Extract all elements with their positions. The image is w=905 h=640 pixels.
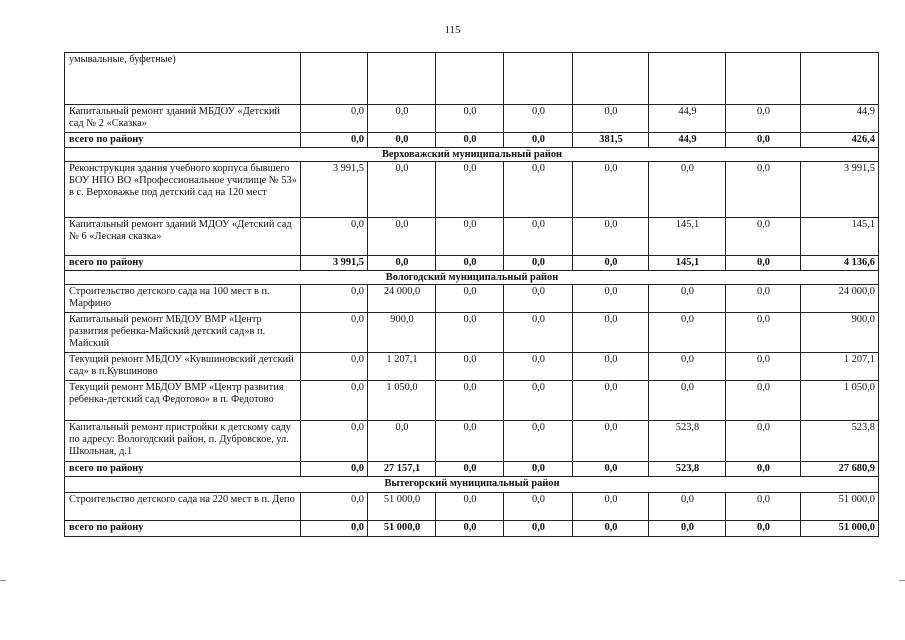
amount-cell: 0,0 xyxy=(726,381,801,421)
amount-cell: 381,5 xyxy=(573,133,649,148)
amount-cell: 1 050,0 xyxy=(368,381,436,421)
amount-cell: 0,0 xyxy=(726,218,801,256)
amount-cell: 0,0 xyxy=(301,133,368,148)
amount-cell: 3 991,5 xyxy=(301,256,368,271)
amount-cell: 0,0 xyxy=(726,313,801,353)
amount-cell: 0,0 xyxy=(301,381,368,421)
table-row xyxy=(65,353,879,381)
amount-cell: 0,0 xyxy=(436,218,504,256)
amount-cell: 0,0 xyxy=(573,218,649,256)
amount-cell xyxy=(301,53,368,105)
amount-cell: 0,0 xyxy=(301,493,368,521)
amount-cell: 0,0 xyxy=(436,256,504,271)
amount-cell: 0,0 xyxy=(301,521,368,537)
amount-cell: 44,9 xyxy=(801,105,879,133)
amount-cell: 0,0 xyxy=(573,521,649,537)
total-label: всего по району xyxy=(65,521,301,537)
amount-cell: 0,0 xyxy=(573,421,649,462)
amount-cell: 0,0 xyxy=(649,162,726,218)
amount-cell: 0,0 xyxy=(504,493,573,521)
amount-cell: 0,0 xyxy=(573,313,649,353)
amount-cell: 0,0 xyxy=(649,381,726,421)
amount-cell: 0,0 xyxy=(436,493,504,521)
amount-cell: 0,0 xyxy=(649,285,726,313)
amount-cell xyxy=(726,53,801,105)
amount-cell: 145,1 xyxy=(801,218,879,256)
amount-cell xyxy=(504,53,573,105)
project-name: Реконструкция здания учебного корпуса бывшего БОУ НПО ВО «Профессиональное училище № 53» в с. Верховажье под детский сад на 120 мест xyxy=(65,162,301,218)
district-total-row xyxy=(65,133,879,148)
amount-cell: 0,0 xyxy=(504,462,573,477)
amount-cell: 0,0 xyxy=(436,162,504,218)
amount-cell: 523,8 xyxy=(649,421,726,462)
project-name: Капитальный ремонт МБДОУ ВМР «Центр развития ребенка-Майский детский сад»в п. Майский xyxy=(65,313,301,353)
amount-cell: 24 000,0 xyxy=(368,285,436,313)
project-name: Капитальный ремонт зданий МБДОУ «Детский сад № 2 «Сказка» xyxy=(65,105,301,133)
amount-cell: 44,9 xyxy=(649,133,726,148)
left-edge-mark xyxy=(0,580,6,581)
amount-cell: 0,0 xyxy=(504,133,573,148)
table-row xyxy=(65,285,879,313)
table-body xyxy=(65,53,879,537)
amount-cell: 900,0 xyxy=(368,313,436,353)
amount-cell: 0,0 xyxy=(573,493,649,521)
amount-cell: 0,0 xyxy=(301,105,368,133)
amount-cell: 0,0 xyxy=(436,421,504,462)
amount-cell: 0,0 xyxy=(573,353,649,381)
amount-cell: 3 991,5 xyxy=(301,162,368,218)
amount-cell: 900,0 xyxy=(801,313,879,353)
amount-cell: 51 000,0 xyxy=(801,493,879,521)
amount-cell: 426,4 xyxy=(801,133,879,148)
amount-cell: 0,0 xyxy=(301,462,368,477)
district-name: Вологодский муниципальный район xyxy=(65,271,879,285)
amount-cell: 0,0 xyxy=(726,133,801,148)
amount-cell: 51 000,0 xyxy=(368,493,436,521)
page-number: 115 xyxy=(444,24,461,36)
amount-cell: 523,8 xyxy=(649,462,726,477)
amount-cell: 1 207,1 xyxy=(801,353,879,381)
amount-cell: 0,0 xyxy=(504,381,573,421)
amount-cell: 1 207,1 xyxy=(368,353,436,381)
district-header-row xyxy=(65,271,879,285)
amount-cell xyxy=(436,53,504,105)
amount-cell: 0,0 xyxy=(726,493,801,521)
amount-cell: 0,0 xyxy=(368,421,436,462)
amount-cell: 3 991,5 xyxy=(801,162,879,218)
district-name: Верховажский муниципальный район xyxy=(65,148,879,162)
amount-cell: 0,0 xyxy=(726,162,801,218)
total-label: всего по району xyxy=(65,462,301,477)
amount-cell: 51 000,0 xyxy=(801,521,879,537)
project-name: Текущий ремонт МБДОУ ВМР «Центр развития ребенка-детский сад Федотово» в п. Федотово xyxy=(65,381,301,421)
amount-cell: 0,0 xyxy=(504,353,573,381)
amount-cell: 0,0 xyxy=(504,521,573,537)
amount-cell: 0,0 xyxy=(436,521,504,537)
amount-cell: 0,0 xyxy=(436,105,504,133)
amount-cell: 145,1 xyxy=(649,256,726,271)
amount-cell: 523,8 xyxy=(801,421,879,462)
amount-cell: 0,0 xyxy=(573,162,649,218)
district-total-row xyxy=(65,256,879,271)
district-total-row xyxy=(65,521,879,537)
total-label: всего по району xyxy=(65,256,301,271)
amount-cell: 44,9 xyxy=(649,105,726,133)
amount-cell: 0,0 xyxy=(436,133,504,148)
amount-cell xyxy=(801,53,879,105)
amount-cell: 0,0 xyxy=(436,381,504,421)
amount-cell: 0,0 xyxy=(436,313,504,353)
amount-cell xyxy=(573,53,649,105)
amount-cell: 0,0 xyxy=(504,218,573,256)
amount-cell: 0,0 xyxy=(368,162,436,218)
amount-cell: 0,0 xyxy=(504,105,573,133)
amount-cell: 51 000,0 xyxy=(368,521,436,537)
amount-cell: 0,0 xyxy=(368,133,436,148)
right-edge-mark xyxy=(899,580,905,581)
table-row xyxy=(65,162,879,218)
amount-cell: 0,0 xyxy=(301,218,368,256)
amount-cell: 0,0 xyxy=(726,421,801,462)
amount-cell: 0,0 xyxy=(301,353,368,381)
total-label: всего по району xyxy=(65,133,301,148)
amount-cell: 4 136,6 xyxy=(801,256,879,271)
district-total-row xyxy=(65,462,879,477)
amount-cell: 27 157,1 xyxy=(368,462,436,477)
amount-cell: 0,0 xyxy=(726,105,801,133)
amount-cell: 0,0 xyxy=(368,256,436,271)
amount-cell xyxy=(368,53,436,105)
project-name: Строительство детского сада на 220 мест в п. Депо xyxy=(65,493,301,521)
amount-cell: 0,0 xyxy=(368,218,436,256)
amount-cell: 0,0 xyxy=(301,285,368,313)
amount-cell: 0,0 xyxy=(649,313,726,353)
amount-cell: 0,0 xyxy=(649,521,726,537)
amount-cell: 0,0 xyxy=(436,353,504,381)
amount-cell: 0,0 xyxy=(368,105,436,133)
project-name: умывальные, буфетные) xyxy=(65,53,301,105)
amount-cell: 1 050,0 xyxy=(801,381,879,421)
district-header-row xyxy=(65,148,879,162)
amount-cell: 0,0 xyxy=(573,285,649,313)
amount-cell: 0,0 xyxy=(573,256,649,271)
table-row xyxy=(65,493,879,521)
amount-cell: 0,0 xyxy=(504,421,573,462)
table-row xyxy=(65,218,879,256)
amount-cell: 0,0 xyxy=(726,256,801,271)
amount-cell: 0,0 xyxy=(436,462,504,477)
project-name: Капитальный ремонт пристройки к детскому саду по адресу: Вологодский район, п. Дубровское, ул. Школьная, д.1 xyxy=(65,421,301,462)
project-name: Текущий ремонт МБДОУ «Кувшиновский детский сад» в п.Кувшиново xyxy=(65,353,301,381)
table-row xyxy=(65,381,879,421)
table-row xyxy=(65,53,879,105)
table-row xyxy=(65,313,879,353)
project-name: Строительство детского сада на 100 мест в п. Марфино xyxy=(65,285,301,313)
amount-cell: 0,0 xyxy=(649,493,726,521)
amount-cell: 27 680,9 xyxy=(801,462,879,477)
amount-cell: 0,0 xyxy=(504,256,573,271)
district-name: Вытегорский муниципальный район xyxy=(65,477,879,493)
amount-cell: 0,0 xyxy=(573,105,649,133)
amount-cell: 0,0 xyxy=(726,462,801,477)
amount-cell: 0,0 xyxy=(726,285,801,313)
amount-cell: 0,0 xyxy=(504,313,573,353)
amount-cell: 0,0 xyxy=(726,353,801,381)
amount-cell: 24 000,0 xyxy=(801,285,879,313)
table-row xyxy=(65,421,879,462)
amount-cell: 0,0 xyxy=(301,421,368,462)
amount-cell: 0,0 xyxy=(649,353,726,381)
project-name: Капитальный ремонт зданий МДОУ «Детский сад № 6 «Лесная сказка» xyxy=(65,218,301,256)
amount-cell: 145,1 xyxy=(649,218,726,256)
district-header-row xyxy=(65,477,879,493)
amount-cell xyxy=(649,53,726,105)
amount-cell: 0,0 xyxy=(573,381,649,421)
amount-cell: 0,0 xyxy=(504,285,573,313)
budget-table xyxy=(64,52,879,537)
amount-cell: 0,0 xyxy=(504,162,573,218)
amount-cell: 0,0 xyxy=(436,285,504,313)
amount-cell: 0,0 xyxy=(726,521,801,537)
amount-cell: 0,0 xyxy=(573,462,649,477)
table-row xyxy=(65,105,879,133)
amount-cell: 0,0 xyxy=(301,313,368,353)
